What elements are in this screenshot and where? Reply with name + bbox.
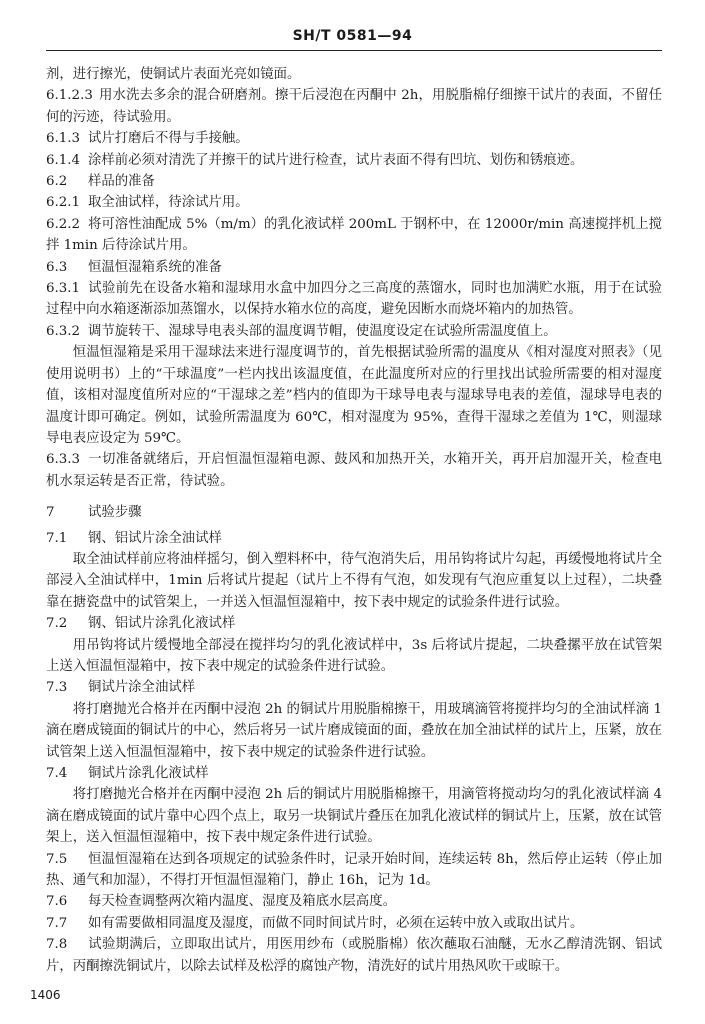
paragraph [46, 85, 662, 128]
header-divider [46, 50, 662, 51]
paragraph-text: 如有需要做相同温度及湿度，而做不同时间试片时，必须在运转中放入或取出试片。 [88, 915, 584, 931]
paragraph [46, 613, 662, 634]
paragraph [46, 449, 662, 492]
paragraph-text: 试片打磨后不得与手接触。 [88, 131, 249, 147]
clause-number: 6.3.2 [46, 323, 81, 339]
paragraph [46, 257, 662, 278]
paragraph-text: 每天检查调整两次箱内温度、湿度及箱底水层高度。 [88, 894, 396, 910]
paragraph [46, 677, 662, 698]
clause-number: 6.1.4 [46, 152, 81, 168]
paragraph-text: 用水洗去多余的混合研磨剂。擦干后浸泡在丙酮中 2h，用脱脂棉仔细擦干试片的表面，不留任何的污迹，待试验用。 [46, 88, 662, 125]
paragraph-text: 用吊钩将试片缓慢地全部浸在搅拌均匀的乳化液试样中，3s 后将试片提起，二块叠摞平放在试管架上送入恒温恒湿箱中，按下表中规定的试验条件进行试验。 [46, 637, 662, 674]
paragraph-text: 铜试片涂全油试样 [88, 680, 196, 696]
paragraph-text: 取全油试样前应将油样摇匀，倒入塑料杯中，待气泡消失后，用吊钩将试片勾起，再缓慢地将试片全部浸入全油试样中，1min 后将试片提起（试片上不得有气泡，如发现有气泡应重复以上过程），二块叠靠在搪瓷盘中的试管架上，一并送入恒温恒湿箱中，按下表中规定的试验条件进行试验。 [46, 551, 662, 610]
paragraph-text: 将打磨抛光合格并在丙酮中浸泡 2h 后的铜试片用脱脂棉擦干，用滴管将搅动均匀的乳化液试样滴 4 滴在磨成镜面的试片靠中心四个点上，取另一块铜试片叠压在加乳化液试样的铜试片上，压紧，放在试管架上，送入恒温恒湿箱中，按下表中规定条件进行试验。 [46, 787, 662, 846]
clause-number: 7.5 [46, 851, 68, 867]
clause-number: 7.8 [46, 937, 68, 953]
paragraph-text: 取全油试样，待涂试片用。 [88, 195, 249, 211]
section-heading [46, 502, 662, 523]
paragraph [46, 635, 662, 678]
paragraph-text: 试验前先在设备水箱和湿球用水盒中加四分之三高度的蒸馏水，同时也加满贮水瓶，用于在试验过程中向水箱逐渐添加蒸馏水，以保持水箱水位的高度，避免因断水而烧坏箱内的加热管。 [46, 281, 662, 318]
paragraph [46, 342, 662, 449]
paragraph [46, 934, 662, 977]
clause-number: 7.4 [46, 766, 68, 781]
paragraph [46, 64, 662, 85]
paragraph-text: 恒温恒湿箱是采用干湿球法来进行湿度调节的，首先根据试验所需的温度从《相对湿度对照表》（见使用说明书）上的“干球温度”一栏内找出该温度值，在此温度所对应的行里找出试验所需要的相对湿度值，该相对湿度值所对应的“干湿球之差”档内的值即为干球导电表与湿球导电表的差值，湿球导电表的温度计即可确定。例如，试验所需温度为 60℃，相对湿度为 95%，查得干湿球之差值为 1℃，则湿球导电表应设定为 59℃。 [46, 345, 662, 446]
paragraph-text: 将可溶性油配成 5%（m/m）的乳化液试样 200mL 于钢杯中，在 12000r/min 高速搅拌机上搅拌 1min 后待涂试片用。 [46, 216, 662, 254]
clause-number: 7.2 [46, 616, 68, 632]
paragraph [46, 528, 662, 549]
paragraph [46, 913, 662, 934]
standard-code-header: SH/T 0581—94 [292, 28, 413, 44]
paragraph [46, 699, 662, 763]
paragraph [46, 849, 662, 892]
clause-number: 7.6 [46, 894, 68, 910]
document-body [46, 64, 662, 977]
paragraph [46, 192, 662, 213]
paragraph [46, 128, 662, 149]
paragraph-text: 涂样前必须对清洗了并擦干的试片进行检查，试片表面不得有凹坑、划伤和锈痕迹。 [88, 152, 584, 168]
paragraph-text: 样品的准备 [88, 174, 155, 190]
paragraph-text: 一切准备就绪后，开启恒温恒湿箱电源、鼓风和加热开关，水箱开关，再开启加湿开关，检查电机水泵运转是否正常，待试验。 [46, 452, 662, 489]
clause-number: 6.2 [46, 174, 68, 190]
paragraph [46, 763, 662, 784]
paragraph-text: 剂，进行擦光，使铜试片表面光亮如镜面。 [46, 67, 301, 82]
clause-number: 7 [46, 505, 55, 521]
paragraph-text: 试验步骤 [88, 505, 142, 521]
page-number: 1406 [30, 988, 61, 1002]
clause-number: 6.1.2.3 [46, 88, 93, 104]
paragraph [46, 549, 662, 613]
paragraph [46, 171, 662, 192]
clause-number: 6.3.1 [46, 281, 81, 297]
paragraph-text: 试验期满后，立即取出试片，用医用纱布（或脱脂棉）依次蘸取石油醚，无水乙醇清洗钢、铝试片，丙酮擦洗铜试片，以除去试样及松浮的腐蚀产物，清洗好的试片用热风吹干或晾干。 [46, 937, 662, 974]
paragraph [46, 891, 662, 912]
paragraph-text: 将打磨抛光合格并在丙酮中浸泡 2h 的铜试片用脱脂棉擦干，用玻璃滴管将搅拌均匀的全油试样滴 1 滴在磨成镜面的铜试片的中心，然后将另一试片磨成镜面的面，叠放在加全油试样的试片上，压紧，放在试管架上送入恒温恒湿箱中，按下表中规定的试验条件进行试验。 [46, 701, 662, 760]
paragraph [46, 214, 662, 257]
clause-number: 6.3 [46, 259, 68, 275]
clause-number: 6.2.1 [46, 195, 81, 211]
clause-number: 7.7 [46, 915, 68, 931]
paragraph-text: 调节旋转干、湿球导电表头部的温度调节帽，使温度设定在试验所需温度值上。 [88, 323, 557, 339]
clause-number: 6.2.2 [46, 216, 81, 232]
paragraph-text: 钢、铝试片涂全油试样 [88, 530, 222, 546]
clause-number: 7.1 [46, 530, 68, 546]
paragraph [46, 150, 662, 171]
paragraph [46, 321, 662, 342]
clause-number: 6.3.3 [46, 452, 81, 468]
paragraph [46, 784, 662, 848]
clause-number: 6.1.3 [46, 131, 81, 147]
paragraph-text: 恒温恒湿箱系统的准备 [88, 259, 222, 275]
paragraph-text: 钢、铝试片涂乳化液试样 [88, 616, 236, 632]
clause-number: 7.3 [46, 680, 68, 696]
paragraph [46, 278, 662, 321]
paragraph-text: 铜试片涂乳化液试样 [88, 766, 209, 781]
paragraph-text: 恒温恒湿箱在达到各项规定的试验条件时，记录开始时间，连续运转 8h，然后停止运转（停止加热、通气和加湿），不得打开恒温恒湿箱门，静止 16h，记为 1d。 [46, 851, 662, 889]
